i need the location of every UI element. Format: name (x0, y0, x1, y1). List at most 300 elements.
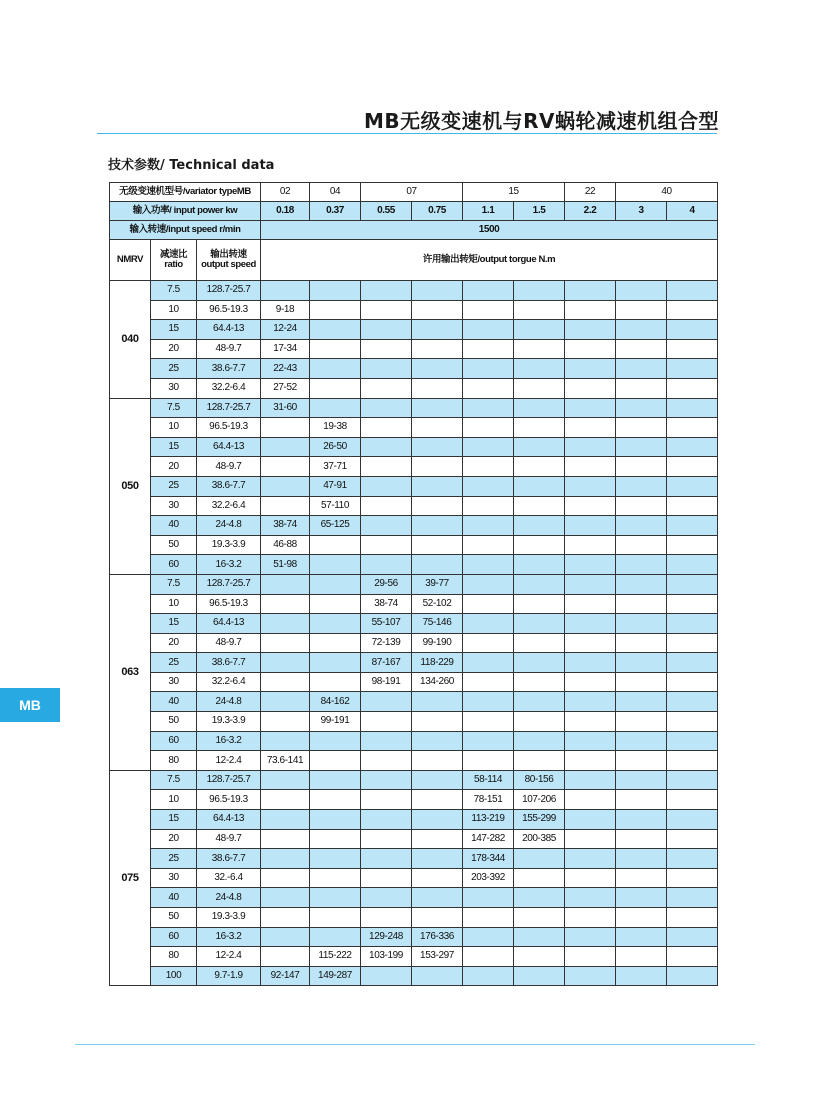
torque-cell (565, 300, 616, 320)
torque-cell (616, 300, 667, 320)
table-row (110, 888, 718, 908)
torque-cell: 103-199 (361, 947, 412, 967)
torque-cell (667, 437, 718, 457)
torque-cell (412, 300, 463, 320)
variator-type-cell: 15 (463, 183, 565, 202)
torque-cell: 31-60 (261, 398, 310, 418)
output-speed-header-en: output speed (201, 259, 256, 270)
torque-cell (261, 712, 310, 732)
torque-cell (616, 398, 667, 418)
torque-cell (310, 672, 361, 692)
torque-cell (463, 672, 514, 692)
torque-cell (412, 457, 463, 477)
torque-cell (412, 712, 463, 732)
torque-cell (514, 849, 565, 869)
torque-cell (565, 398, 616, 418)
output-speed-cell: 9.7-1.9 (197, 966, 261, 986)
ratio-cell: 30 (151, 378, 197, 398)
output-speed-cell: 16-3.2 (197, 927, 261, 947)
torque-cell (667, 672, 718, 692)
torque-cell (616, 535, 667, 555)
torque-cell (667, 868, 718, 888)
torque-cell: 22-43 (261, 359, 310, 379)
torque-cell: 12-24 (261, 320, 310, 340)
torque-cell (310, 751, 361, 771)
table-row (110, 574, 718, 594)
torque-cell (310, 281, 361, 301)
ratio-cell: 10 (151, 300, 197, 320)
torque-cell (514, 300, 565, 320)
torque-cell (361, 418, 412, 438)
torque-cell (514, 535, 565, 555)
torque-cell (463, 908, 514, 928)
nmrv-model-cell: 075 (110, 770, 151, 986)
table-row (110, 555, 718, 575)
torque-cell (667, 516, 718, 536)
torque-cell (616, 359, 667, 379)
torque-cell (361, 692, 412, 712)
torque-cell (412, 731, 463, 751)
torque-cell (616, 320, 667, 340)
torque-cell (667, 947, 718, 967)
ratio-header-en: ratio (164, 259, 183, 270)
output-speed-cell: 38.6-7.7 (197, 653, 261, 673)
torque-cell: 38-74 (261, 516, 310, 536)
torque-cell (310, 810, 361, 830)
torque-cell (667, 908, 718, 928)
output-speed-cell: 128.7-25.7 (197, 281, 261, 301)
output-speed-cell: 64.4-13 (197, 614, 261, 634)
torque-cell (463, 437, 514, 457)
variator-type-cell: 40 (616, 183, 718, 202)
torque-cell (616, 888, 667, 908)
section-side-tab: MB (0, 688, 60, 722)
input-power-cell: 0.75 (412, 202, 463, 221)
torque-cell (514, 418, 565, 438)
section-heading: 技术参数/ Technical data (108, 158, 275, 173)
torque-cell (463, 633, 514, 653)
torque-cell (616, 790, 667, 810)
input-power-cell: 1.1 (463, 202, 514, 221)
table-row (110, 339, 718, 359)
input-power-label: 输入功率/ input power kw (110, 202, 261, 221)
torque-cell (310, 868, 361, 888)
torque-cell: 155-299 (514, 810, 565, 830)
torque-cell: 84-162 (310, 692, 361, 712)
torque-cell (361, 966, 412, 986)
torque-cell (463, 692, 514, 712)
torque-cell (310, 378, 361, 398)
output-speed-cell: 12-2.4 (197, 751, 261, 771)
torque-cell (361, 908, 412, 928)
torque-cell (463, 516, 514, 536)
torque-cell (514, 888, 565, 908)
table-row (110, 359, 718, 379)
torque-cell (412, 868, 463, 888)
ratio-header (151, 240, 197, 281)
output-speed-cell: 32.2-6.4 (197, 378, 261, 398)
torque-cell (616, 614, 667, 634)
torque-cell (463, 888, 514, 908)
torque-cell: 129-248 (361, 927, 412, 947)
torque-cell (412, 535, 463, 555)
torque-cell (412, 966, 463, 986)
torque-cell (667, 476, 718, 496)
torque-cell (361, 281, 412, 301)
torque-cell (616, 908, 667, 928)
output-speed-cell: 16-3.2 (197, 731, 261, 751)
torque-cell (361, 516, 412, 536)
ratio-cell: 10 (151, 790, 197, 810)
torque-cell (310, 594, 361, 614)
torque-cell (310, 359, 361, 379)
output-speed-cell: 96.5-19.3 (197, 418, 261, 438)
ratio-cell: 15 (151, 437, 197, 457)
input-power-cell: 0.55 (361, 202, 412, 221)
torque-cell (667, 418, 718, 438)
torque-cell (361, 437, 412, 457)
table-row (110, 594, 718, 614)
torque-cell (514, 437, 565, 457)
output-speed-cell: 12-2.4 (197, 947, 261, 967)
torque-cell (361, 731, 412, 751)
table-row (110, 770, 718, 790)
torque-cell (310, 633, 361, 653)
torque-cell (463, 359, 514, 379)
ratio-cell: 50 (151, 535, 197, 555)
torque-cell (565, 476, 616, 496)
torque-cell (412, 849, 463, 869)
table-row (110, 751, 718, 771)
torque-cell (361, 829, 412, 849)
ratio-cell: 40 (151, 888, 197, 908)
torque-cell (616, 849, 667, 869)
torque-cell (667, 535, 718, 555)
output-speed-cell: 32.-6.4 (197, 868, 261, 888)
table-row (110, 418, 718, 438)
torque-cell (667, 633, 718, 653)
table-row (110, 908, 718, 928)
ratio-cell: 15 (151, 614, 197, 634)
torque-cell (412, 398, 463, 418)
ratio-cell: 100 (151, 966, 197, 986)
torque-cell (616, 810, 667, 830)
torque-cell: 176-336 (412, 927, 463, 947)
torque-cell (261, 908, 310, 928)
table-row (110, 868, 718, 888)
torque-cell (616, 653, 667, 673)
table-row (110, 810, 718, 830)
torque-cell (616, 339, 667, 359)
torque-cell (361, 888, 412, 908)
torque-cell (261, 496, 310, 516)
torque-cell (412, 555, 463, 575)
table-row (110, 516, 718, 536)
torque-cell (514, 378, 565, 398)
torque-cell: 73.6-141 (261, 751, 310, 771)
torque-cell (514, 751, 565, 771)
torque-cell (514, 555, 565, 575)
ratio-cell: 20 (151, 339, 197, 359)
input-power-cell: 1.5 (514, 202, 565, 221)
torque-cell (667, 594, 718, 614)
torque-cell: 72-139 (361, 633, 412, 653)
torque-cell (514, 633, 565, 653)
torque-cell: 75-146 (412, 614, 463, 634)
torque-cell (310, 849, 361, 869)
torque-cell (514, 359, 565, 379)
torque-cell (463, 653, 514, 673)
ratio-cell: 60 (151, 927, 197, 947)
output-speed-cell: 16-3.2 (197, 555, 261, 575)
torque-cell (361, 770, 412, 790)
torque-cell (514, 614, 565, 634)
torque-cell (667, 712, 718, 732)
torque-cell (463, 378, 514, 398)
ratio-cell: 80 (151, 751, 197, 771)
variator-type-cell: 07 (361, 183, 463, 202)
ratio-cell: 7.5 (151, 281, 197, 301)
torque-cell: 149-287 (310, 966, 361, 986)
torque-cell (514, 516, 565, 536)
torque-cell (361, 496, 412, 516)
torque-cell (514, 947, 565, 967)
torque-cell (463, 281, 514, 301)
torque-cell (667, 653, 718, 673)
torque-cell (667, 359, 718, 379)
torque-cell (565, 574, 616, 594)
torque-cell (616, 966, 667, 986)
torque-cell (565, 927, 616, 947)
torque-cell: 87-167 (361, 653, 412, 673)
output-speed-cell: 24-4.8 (197, 692, 261, 712)
nmrv-header: NMRV (110, 240, 151, 281)
torque-cell: 27-52 (261, 378, 310, 398)
torque-cell (667, 496, 718, 516)
torque-cell (463, 339, 514, 359)
table-row (110, 966, 718, 986)
torque-cell (261, 594, 310, 614)
torque-cell (261, 868, 310, 888)
torque-cell (310, 398, 361, 418)
torque-cell (261, 947, 310, 967)
torque-cell (565, 868, 616, 888)
torque-cell (463, 574, 514, 594)
torque-cell (412, 339, 463, 359)
torque-cell (463, 418, 514, 438)
ratio-cell: 20 (151, 633, 197, 653)
torque-cell (616, 672, 667, 692)
ratio-cell: 60 (151, 731, 197, 751)
torque-cell (463, 476, 514, 496)
torque-cell (514, 966, 565, 986)
torque-cell (361, 555, 412, 575)
ratio-cell: 25 (151, 476, 197, 496)
torque-cell (361, 359, 412, 379)
torque-cell (261, 927, 310, 947)
ratio-cell: 20 (151, 457, 197, 477)
torque-cell (261, 574, 310, 594)
torque-cell (361, 476, 412, 496)
torque-cell (310, 574, 361, 594)
torque-cell (565, 281, 616, 301)
ratio-cell: 60 (151, 555, 197, 575)
torque-cell (261, 437, 310, 457)
ratio-cell: 30 (151, 672, 197, 692)
torque-cell: 107-206 (514, 790, 565, 810)
torque-cell (361, 535, 412, 555)
torque-cell (667, 300, 718, 320)
output-speed-cell: 38.6-7.7 (197, 359, 261, 379)
torque-cell (361, 810, 412, 830)
ratio-cell: 15 (151, 810, 197, 830)
torque-cell (565, 594, 616, 614)
output-speed-cell: 19.3-3.9 (197, 535, 261, 555)
table-row (110, 672, 718, 692)
torque-cell (412, 281, 463, 301)
torque-cell (412, 751, 463, 771)
torque-cell: 113-219 (463, 810, 514, 830)
ratio-cell: 80 (151, 947, 197, 967)
table-row (110, 437, 718, 457)
torque-cell (514, 339, 565, 359)
torque-cell (616, 281, 667, 301)
torque-cell (261, 829, 310, 849)
torque-cell (616, 829, 667, 849)
torque-cell (310, 535, 361, 555)
torque-cell (412, 888, 463, 908)
torque-cell (412, 437, 463, 457)
torque-cell (310, 888, 361, 908)
torque-cell: 98-191 (361, 672, 412, 692)
torque-cell (565, 731, 616, 751)
torque-cell (463, 594, 514, 614)
page-title: MB无级变速机与RV蜗轮减速机组合型 (363, 109, 719, 133)
torque-cell (361, 398, 412, 418)
ratio-cell: 10 (151, 418, 197, 438)
torque-cell: 52-102 (412, 594, 463, 614)
output-speed-cell: 96.5-19.3 (197, 300, 261, 320)
input-power-cell: 2.2 (565, 202, 616, 221)
ratio-cell: 40 (151, 516, 197, 536)
table-row (110, 947, 718, 967)
table-row (110, 614, 718, 634)
torque-cell: 134-260 (412, 672, 463, 692)
output-speed-cell: 38.6-7.7 (197, 849, 261, 869)
torque-cell: 58-114 (463, 770, 514, 790)
output-speed-cell: 48-9.7 (197, 633, 261, 653)
torque-cell (667, 829, 718, 849)
torque-cell (565, 320, 616, 340)
table-row (110, 692, 718, 712)
torque-cell (361, 751, 412, 771)
torque-cell (565, 908, 616, 928)
torque-cell (616, 712, 667, 732)
torque-cell: 47-91 (310, 476, 361, 496)
torque-cell (667, 849, 718, 869)
torque-cell (565, 614, 616, 634)
torque-cell (616, 692, 667, 712)
torque-cell (463, 947, 514, 967)
torque-cell (361, 378, 412, 398)
torque-cell (667, 339, 718, 359)
torque-cell (463, 555, 514, 575)
torque-cell (310, 614, 361, 634)
torque-cell: 29-56 (361, 574, 412, 594)
table-row (110, 496, 718, 516)
torque-cell: 200-385 (514, 829, 565, 849)
output-speed-header-cn: 输出转速 (210, 249, 247, 261)
torque-cell (616, 927, 667, 947)
torque-cell (514, 398, 565, 418)
torque-cell (310, 829, 361, 849)
torque-cell (412, 496, 463, 516)
torque-cell (261, 770, 310, 790)
torque-cell (565, 829, 616, 849)
torque-cell (412, 829, 463, 849)
torque-cell (261, 418, 310, 438)
table-row (110, 927, 718, 947)
torque-cell (261, 692, 310, 712)
ratio-cell: 25 (151, 849, 197, 869)
torque-cell: 46-88 (261, 535, 310, 555)
variator-type-cell: 02 (261, 183, 310, 202)
ratio-cell: 40 (151, 692, 197, 712)
table-row (110, 790, 718, 810)
input-speed-label: 输入转速/input speed r/min (110, 221, 261, 240)
output-speed-cell: 48-9.7 (197, 457, 261, 477)
torque-cell (412, 770, 463, 790)
variator-type-label: 无级变速机型号/variator typeMB (110, 183, 261, 202)
output-speed-cell: 32.2-6.4 (197, 496, 261, 516)
torque-cell: 26-50 (310, 437, 361, 457)
torque-cell (412, 810, 463, 830)
torque-cell (565, 633, 616, 653)
torque-cell (261, 810, 310, 830)
torque-cell (261, 457, 310, 477)
torque-cell (667, 378, 718, 398)
output-speed-cell: 19.3-3.9 (197, 908, 261, 928)
table-row (110, 731, 718, 751)
torque-cell (361, 868, 412, 888)
torque-cell: 37-71 (310, 457, 361, 477)
torque-cell (310, 927, 361, 947)
torque-cell (565, 888, 616, 908)
torque-cell (310, 320, 361, 340)
torque-cell (616, 496, 667, 516)
torque-cell (565, 947, 616, 967)
torque-cell (616, 476, 667, 496)
torque-cell: 55-107 (361, 614, 412, 634)
torque-cell (261, 888, 310, 908)
output-speed-cell: 38.6-7.7 (197, 476, 261, 496)
torque-cell (565, 555, 616, 575)
torque-cell: 92-147 (261, 966, 310, 986)
torque-cell (463, 712, 514, 732)
table-row (110, 829, 718, 849)
torque-cell (412, 476, 463, 496)
input-power-cell: 0.37 (310, 202, 361, 221)
input-speed-value: 1500 (261, 221, 718, 240)
ratio-cell: 50 (151, 908, 197, 928)
torque-cell (412, 418, 463, 438)
torque-cell (565, 437, 616, 457)
torque-cell (412, 320, 463, 340)
torque-cell (616, 594, 667, 614)
torque-cell (616, 574, 667, 594)
torque-cell: 147-282 (463, 829, 514, 849)
torque-cell (310, 555, 361, 575)
